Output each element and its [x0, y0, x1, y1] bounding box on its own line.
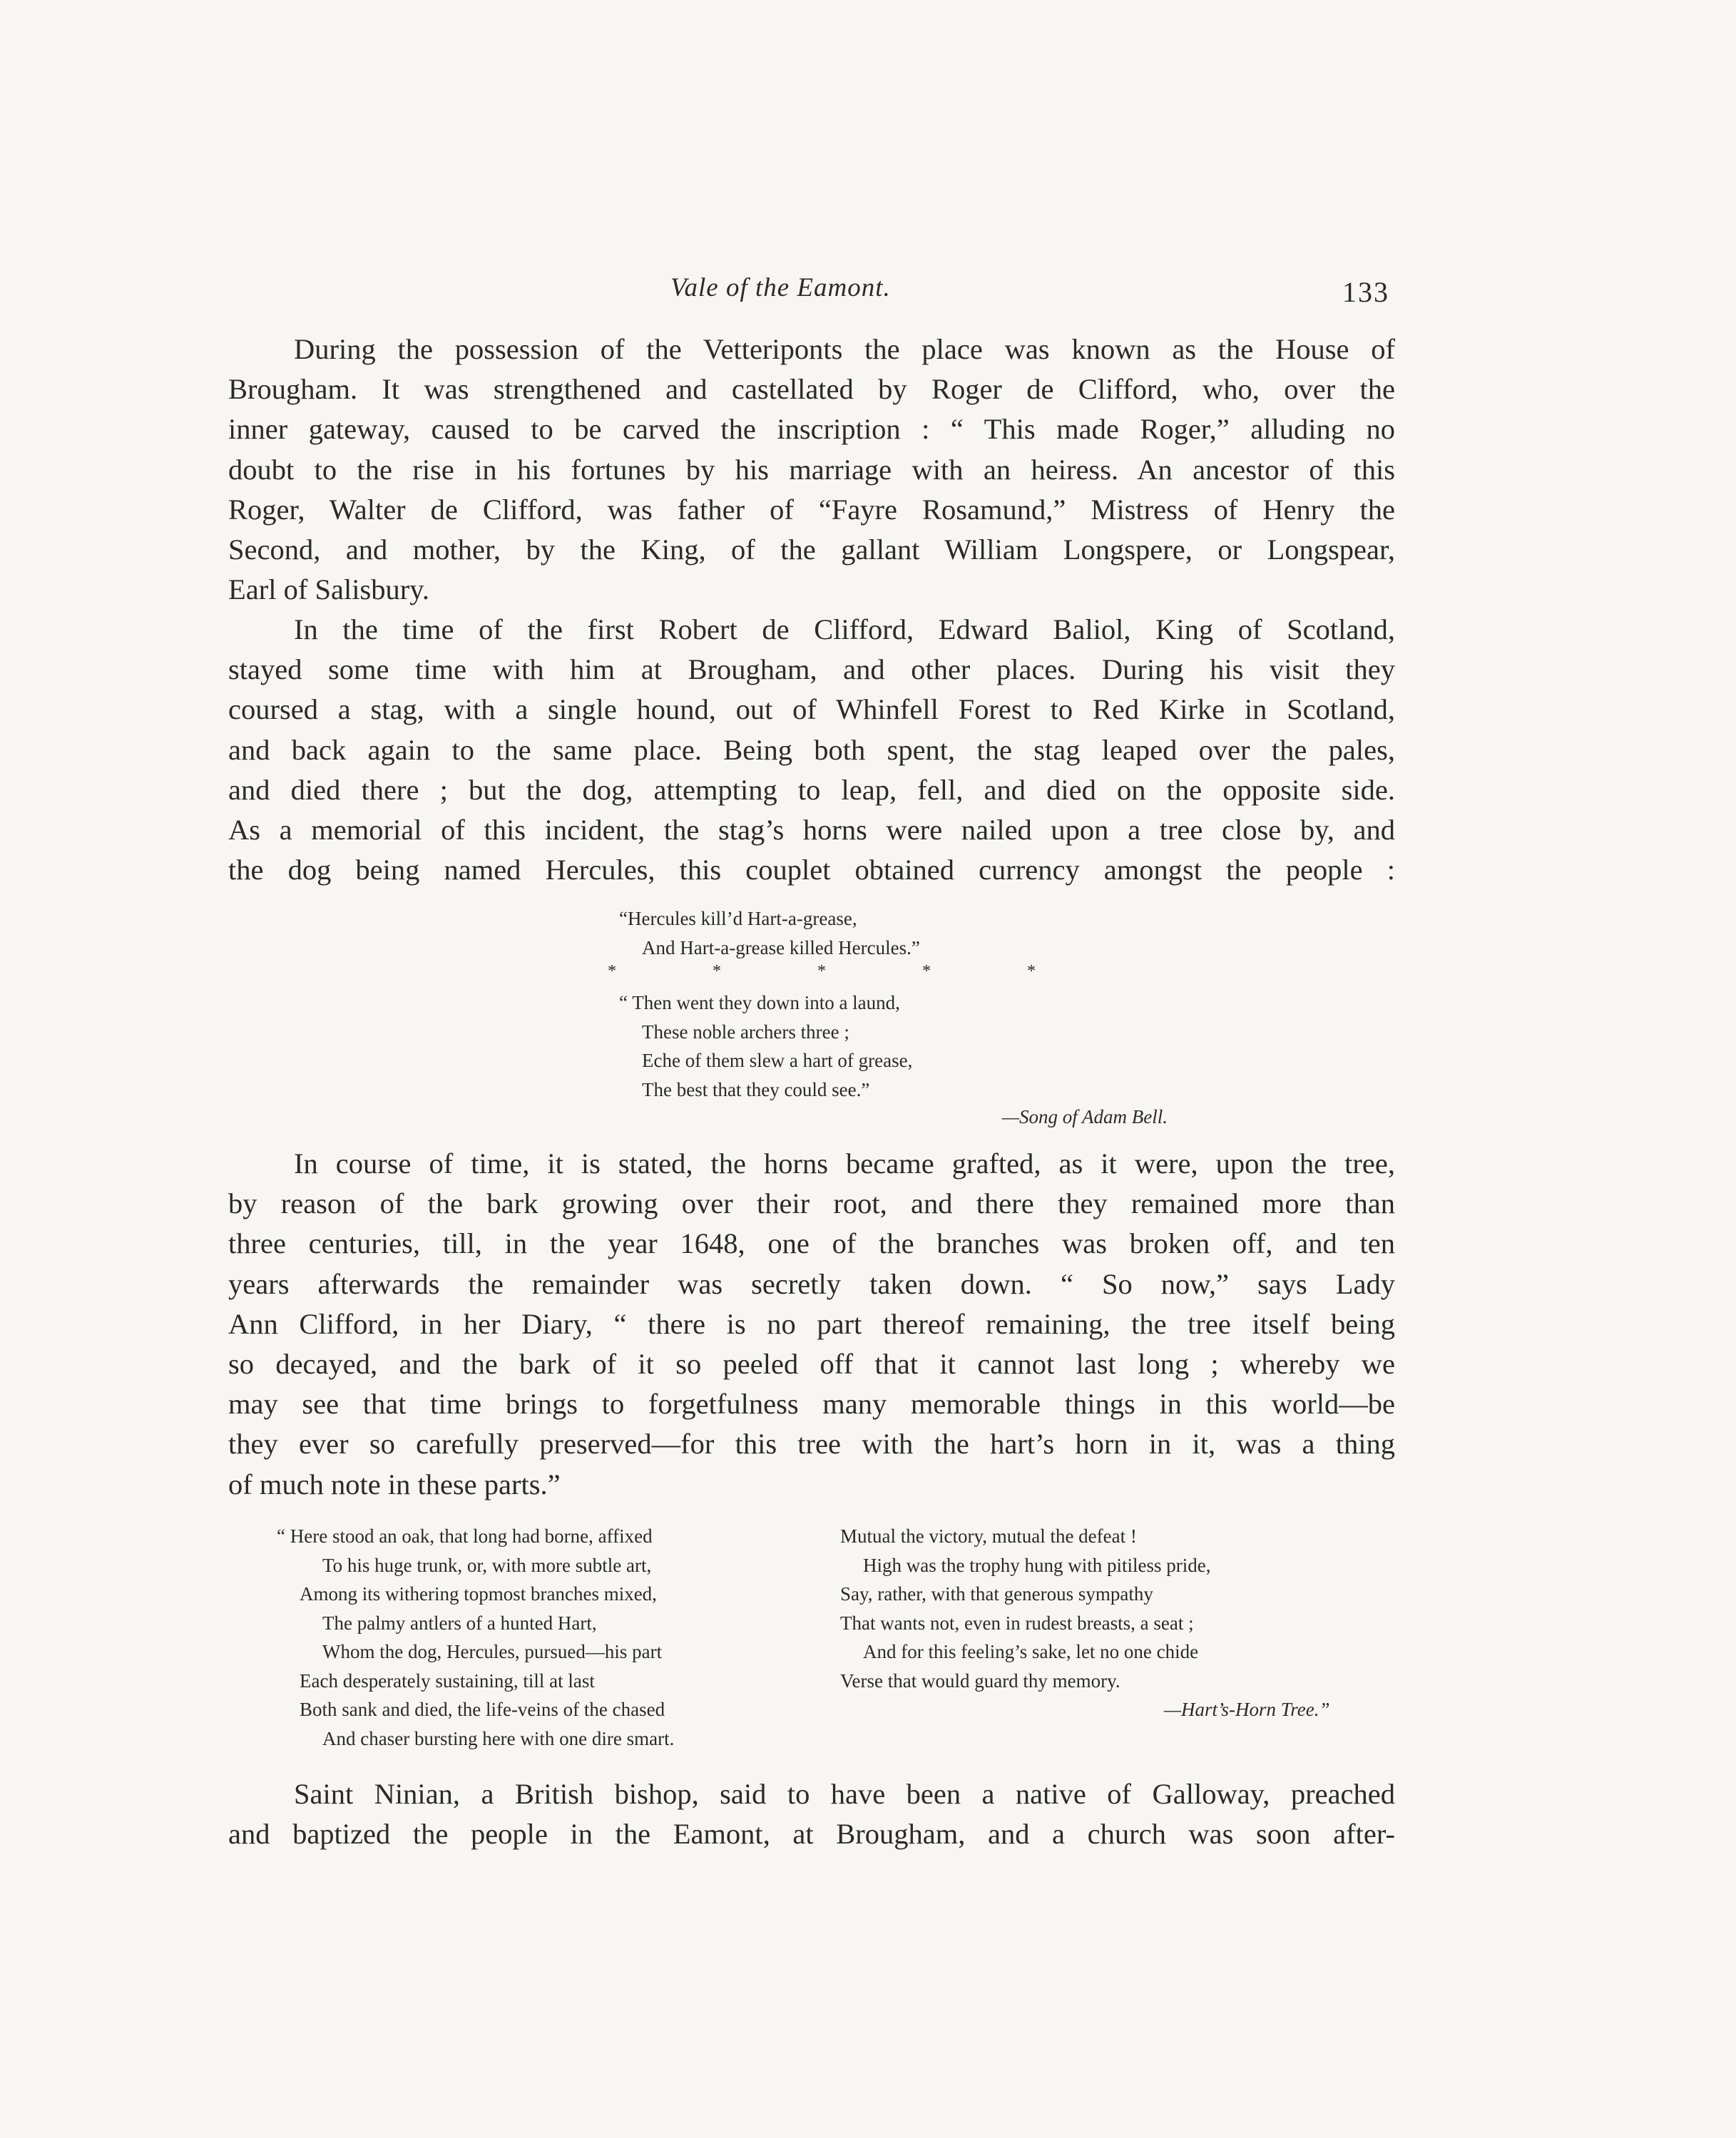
text-line: Roger, Walter de Clifford, was father of “Fayre Rosamund,” Mistress of Henry the [228, 493, 1395, 526]
verse-line: The palmy antlers of a hunted Hart, [322, 1612, 597, 1634]
verse-line: These noble archers three ; [642, 1021, 849, 1043]
text-line: three centuries, till, in the year 1648, one of the branches was broken off, and ten [228, 1227, 1395, 1260]
asterisk: * [713, 962, 721, 981]
text-line: coursed a stag, with a single hound, out of Whinfell Forest to Red Kirke in Scotland, [228, 693, 1395, 726]
page-number: 133 [1342, 276, 1389, 308]
text-line: by reason of the bark growing over their root, and there they remained more than [228, 1187, 1395, 1220]
text-line: the dog being named Hercules, this couplet obtained currency amongst the people : [228, 854, 1395, 886]
verse-line: That wants not, even in rudest breasts, a seat ; [840, 1612, 1194, 1634]
page-header [0, 272, 1736, 315]
running-title: Vale of the Eamont. [670, 273, 891, 302]
verse-line: Whom the dog, Hercules, pursued—his part [322, 1641, 663, 1662]
verse-line: High was the trophy hung with pitiless pride, [863, 1554, 1211, 1576]
asterisk: * [608, 962, 616, 981]
text-line: and back again to the same place. Being both spent, the stag leaped over the pales, [228, 733, 1395, 766]
asterisk-divider [608, 962, 1036, 981]
paragraph-baliol [228, 610, 1395, 890]
text-line: doubt to the rise in his fortunes by his marriage with an heiress. An ancestor of this [228, 453, 1395, 486]
text-line: Earl of Salisbury. [228, 573, 429, 606]
couplet-verse [619, 904, 920, 962]
paragraph-ninian [228, 1774, 1395, 1854]
verse-line: And Hart-a-grease killed Hercules.” [642, 936, 920, 958]
text-line: Saint Ninian, a British bishop, said to have been a native of Galloway, preached [294, 1778, 1395, 1810]
text-line: and baptized the people in the Eamont, at Brougham, and a church was soon after- [228, 1818, 1395, 1851]
paragraph-vetteriponts [228, 329, 1395, 610]
text-line: In the time of the first Robert de Clifford, Edward Baliol, King of Scotland, [294, 613, 1395, 645]
text-line: so decayed, and the bark of it so peeled off that it cannot last long ; whereby we [228, 1348, 1395, 1381]
text-line: Brougham. It was strengthened and castellated by Roger de Clifford, who, over the [228, 373, 1395, 406]
text-line: inner gateway, caused to be carved the inscription : “ This made Roger,” alluding no [228, 413, 1395, 446]
asterisk: * [817, 962, 826, 981]
verse-line: Verse that would guard thy memory. [840, 1669, 1120, 1692]
verse-line: Both sank and died, the life-veins of the chased [300, 1699, 665, 1720]
verse-line: And for this feeling’s sake, let no one chide [863, 1641, 1199, 1662]
verse-line: Each desperately sustaining, till at last [300, 1669, 595, 1692]
verse-line: “ Here stood an oak, that long had borne, affixed [277, 1525, 653, 1547]
poem-left-column [277, 1522, 674, 1753]
verse-line: “Hercules kill’d Hart-a-grease, [619, 908, 857, 929]
text-line: Ann Clifford, in her Diary, “ there is no part thereof remaining, the tree itself being [228, 1307, 1395, 1340]
text-line: and died there ; but the dog, attempting to leap, fell, and died on the opposite side. [228, 773, 1395, 806]
poem-attribution: —Hart’s-Horn Tree.” [1164, 1699, 1330, 1720]
verse-line: Say, rather, with that generous sympathy [840, 1583, 1153, 1605]
text-line: During the possession of the Vetteriponts the place was known as the House of [294, 333, 1395, 365]
verse-line: To his huge trunk, or, with more subtle art, [322, 1554, 652, 1576]
text-line: In course of time, it is stated, the horns became grafted, as it were, upon the tree, [294, 1147, 1395, 1180]
verse-line: The best that they could see.” [642, 1078, 870, 1100]
text-line: As a memorial of this incident, the stag’s horns were nailed upon a tree close by, and [228, 814, 1395, 846]
asterisk: * [922, 962, 931, 981]
text-line: of much note in these parts.” [228, 1468, 561, 1500]
text-line: Second, and mother, by the King, of the gallant William Longspere, or Longspear, [228, 533, 1395, 566]
text-line: stayed some time with him at Brougham, and other places. During his visit they [228, 653, 1395, 686]
paragraph-horns [228, 1144, 1395, 1505]
verse-line: And chaser bursting here with one dire smart. [322, 1727, 675, 1749]
ballad-verse [619, 988, 912, 1104]
ballad-attribution: —Song of Adam Bell. [1002, 1106, 1168, 1127]
verse-line: Eche of them slew a hart of grease, [642, 1050, 913, 1071]
verse-line: Mutual the victory, mutual the defeat ! [840, 1525, 1137, 1547]
text-line: may see that time brings to forgetfulness many memorable things in this world—be [228, 1388, 1395, 1421]
text-line: years afterwards the remainder was secretly taken down. “ So now,” says Lady [228, 1267, 1395, 1300]
verse-line: “ Then went they down into a laund, [619, 992, 900, 1013]
asterisk: * [1027, 962, 1036, 981]
text-line: they ever so carefully preserved—for this tree with the hart’s horn in it, was a thing [228, 1428, 1395, 1461]
poem-right-column [840, 1522, 1210, 1695]
verse-line: Among its withering topmost branches mixed, [300, 1583, 657, 1605]
